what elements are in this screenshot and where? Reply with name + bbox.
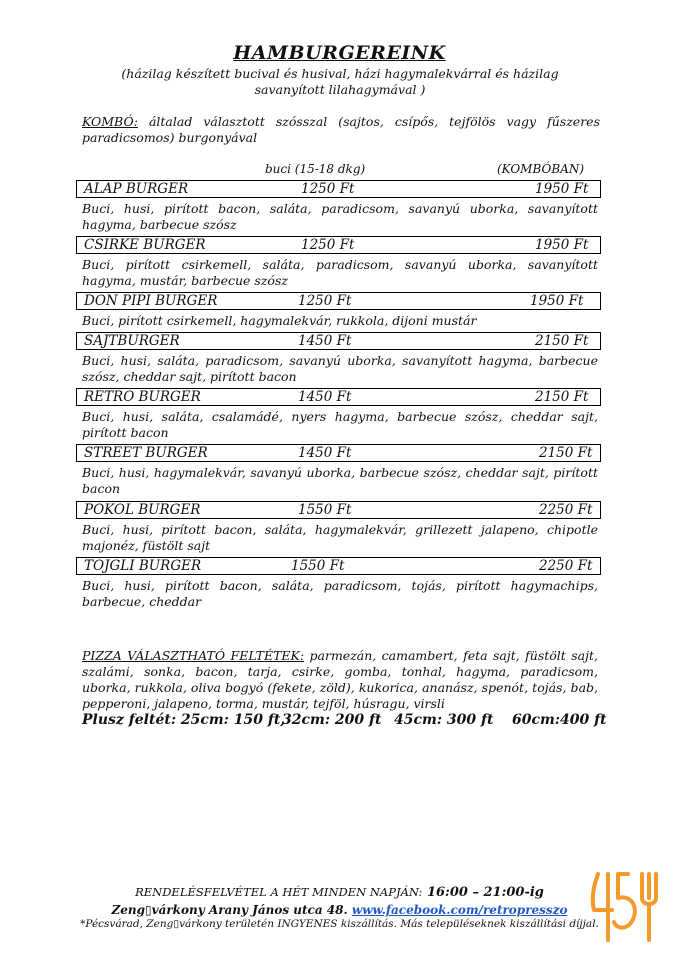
kombo-text: általad választott szósszal (sajtos, csípős, tejfölös vagy fűszeres paradicsomos) burgonyával: [82, 114, 600, 145]
burger-name: DON PIPI BURGER: [84, 293, 218, 309]
burger-name: CSIRKE BURGER: [84, 237, 206, 253]
kombo-info: [82, 114, 600, 146]
page-subtitle: (házilag készített bucival és husival, házi hagymalekvárral és házilag savanyított lilahagymával ): [121, 66, 559, 97]
burger-price: 1450 Ft: [298, 445, 352, 461]
extra-price-45cm: 45cm: 300 ft: [394, 712, 494, 728]
pizza-toppings: [82, 648, 598, 712]
menu-row: [76, 292, 601, 310]
burger-price: 1250 Ft: [301, 237, 355, 253]
burger-description: Buci, husi, pirított bacon, saláta, hagymalekvár, grillezett jalapeno, chipotle majonéz, füstölt sajt: [82, 522, 598, 553]
burger-price: 1450 Ft: [298, 389, 352, 405]
facebook-link[interactable]: www.facebook.com/retropresszo: [351, 903, 568, 917]
burger-price: 1250 Ft: [301, 181, 355, 197]
page-title: HAMBURGEREINK: [233, 42, 446, 64]
delivery-note: *Pécsvárad, Zeng▯várkony területén INGYENES kiszállítás. Más településeknek kiszállítási díjjal.: [80, 918, 599, 930]
burger-kombo-price: 1950 Ft: [530, 293, 584, 309]
burger-name: STREET BURGER: [84, 445, 208, 461]
burger-price: 1550 Ft: [298, 502, 352, 518]
burger-price: 1550 Ft: [291, 558, 345, 574]
burger-description: Buci, pirított csirkemell, saláta, paradicsom, savanyú uborka, savanyított hagyma, mustár, barbecue szósz: [82, 257, 598, 288]
order-hours: 16:00 – 21:00-ig: [422, 885, 544, 900]
burger-description: Buci, pirított csirkemell, hagymalekvár, rukkola, dijoni mustár: [82, 313, 477, 328]
burger-kombo-price: 2250 Ft: [539, 558, 593, 574]
extra-price-60cm: 60cm:400 ft: [512, 712, 607, 728]
menu-row: [76, 501, 601, 519]
burger-name: SAJTBURGER: [84, 333, 180, 349]
burger-kombo-price: 1950 Ft: [535, 237, 589, 253]
burger-kombo-price: 1950 Ft: [535, 181, 589, 197]
burger-kombo-price: 2150 Ft: [535, 389, 589, 405]
extra-price-25cm: Plusz feltét: 25cm: 150 ft,: [82, 712, 286, 728]
order-hours-line: [0, 885, 679, 900]
burger-price: 1450 Ft: [298, 333, 352, 349]
menu-row: [76, 444, 601, 462]
extra-price-32cm: 32cm: 200 ft: [282, 712, 382, 728]
kombo-label: KOMBÓ:: [82, 114, 138, 129]
burger-price: 1250 Ft: [298, 293, 352, 309]
burger-name: POKOL BURGER: [84, 502, 201, 518]
burger-description: Buci, husi, pirított bacon, saláta, paradicsom, savanyú uborka, savanyított hagyma, barbecue szósz: [82, 201, 598, 232]
pizza-toppings-text: parmezán, camambert, feta sajt, füstölt sajt, szalámi, sonka, bacon, tarja, csirke, gomba, tonhal, hagyma, paradicsom, uborka, rukkola, oliva bogyó (fekete, zöld), kukorica, ananász, spenót, tojás, bab, pepperoni, jalapeno, torma, mustár, tejföl, húsragu, virsli: [82, 648, 598, 711]
burger-name: RETRO BURGER: [84, 389, 201, 405]
menu-row: [76, 388, 601, 406]
burger-kombo-price: 2250 Ft: [539, 502, 593, 518]
burger-name: ALAP BURGER: [84, 181, 189, 197]
address-line: [0, 903, 679, 917]
burger-description: Buci, husi, hagymalekvár, savanyú uborka, barbecue szósz, cheddar sajt, pirított bacon: [82, 465, 598, 496]
order-hours-label: RENDELÉSFELVÉTEL A HÉT MINDEN NAPJÁN:: [135, 885, 423, 899]
burger-description: Buci, husi, saláta, csalamádé, nyers hagyma, barbecue szósz, cheddar sajt, pirított bacon: [82, 409, 598, 440]
burger-kombo-price: 2150 Ft: [535, 333, 589, 349]
address: Zeng▯várkony Arany János utca 48.: [111, 903, 352, 917]
column-header-kombo: (KOMBÓBAN): [497, 162, 584, 176]
pizza-toppings-label: PIZZA VÁLASZTHATÓ FELTÉTEK:: [82, 648, 305, 663]
menu-row: [76, 332, 601, 350]
burger-description: Buci, husi, pirított bacon, saláta, paradicsom, tojás, pirított hagymachips, barbecue, cheddar: [82, 578, 598, 609]
column-header-buci: buci (15-18 dkg): [265, 162, 366, 176]
menu-row: [76, 557, 601, 575]
menu-row: [76, 236, 601, 254]
burger-description: Buci, husi, saláta, paradicsom, savanyú uborka, savanyított hagyma, barbecue szósz, cheddar sajt, pirított bacon: [82, 353, 598, 384]
menu-row: [76, 180, 601, 198]
burger-name: TOJGLI BURGER: [84, 558, 202, 574]
burger-kombo-price: 2150 Ft: [539, 445, 593, 461]
cutlery-logo-icon: [590, 868, 662, 946]
